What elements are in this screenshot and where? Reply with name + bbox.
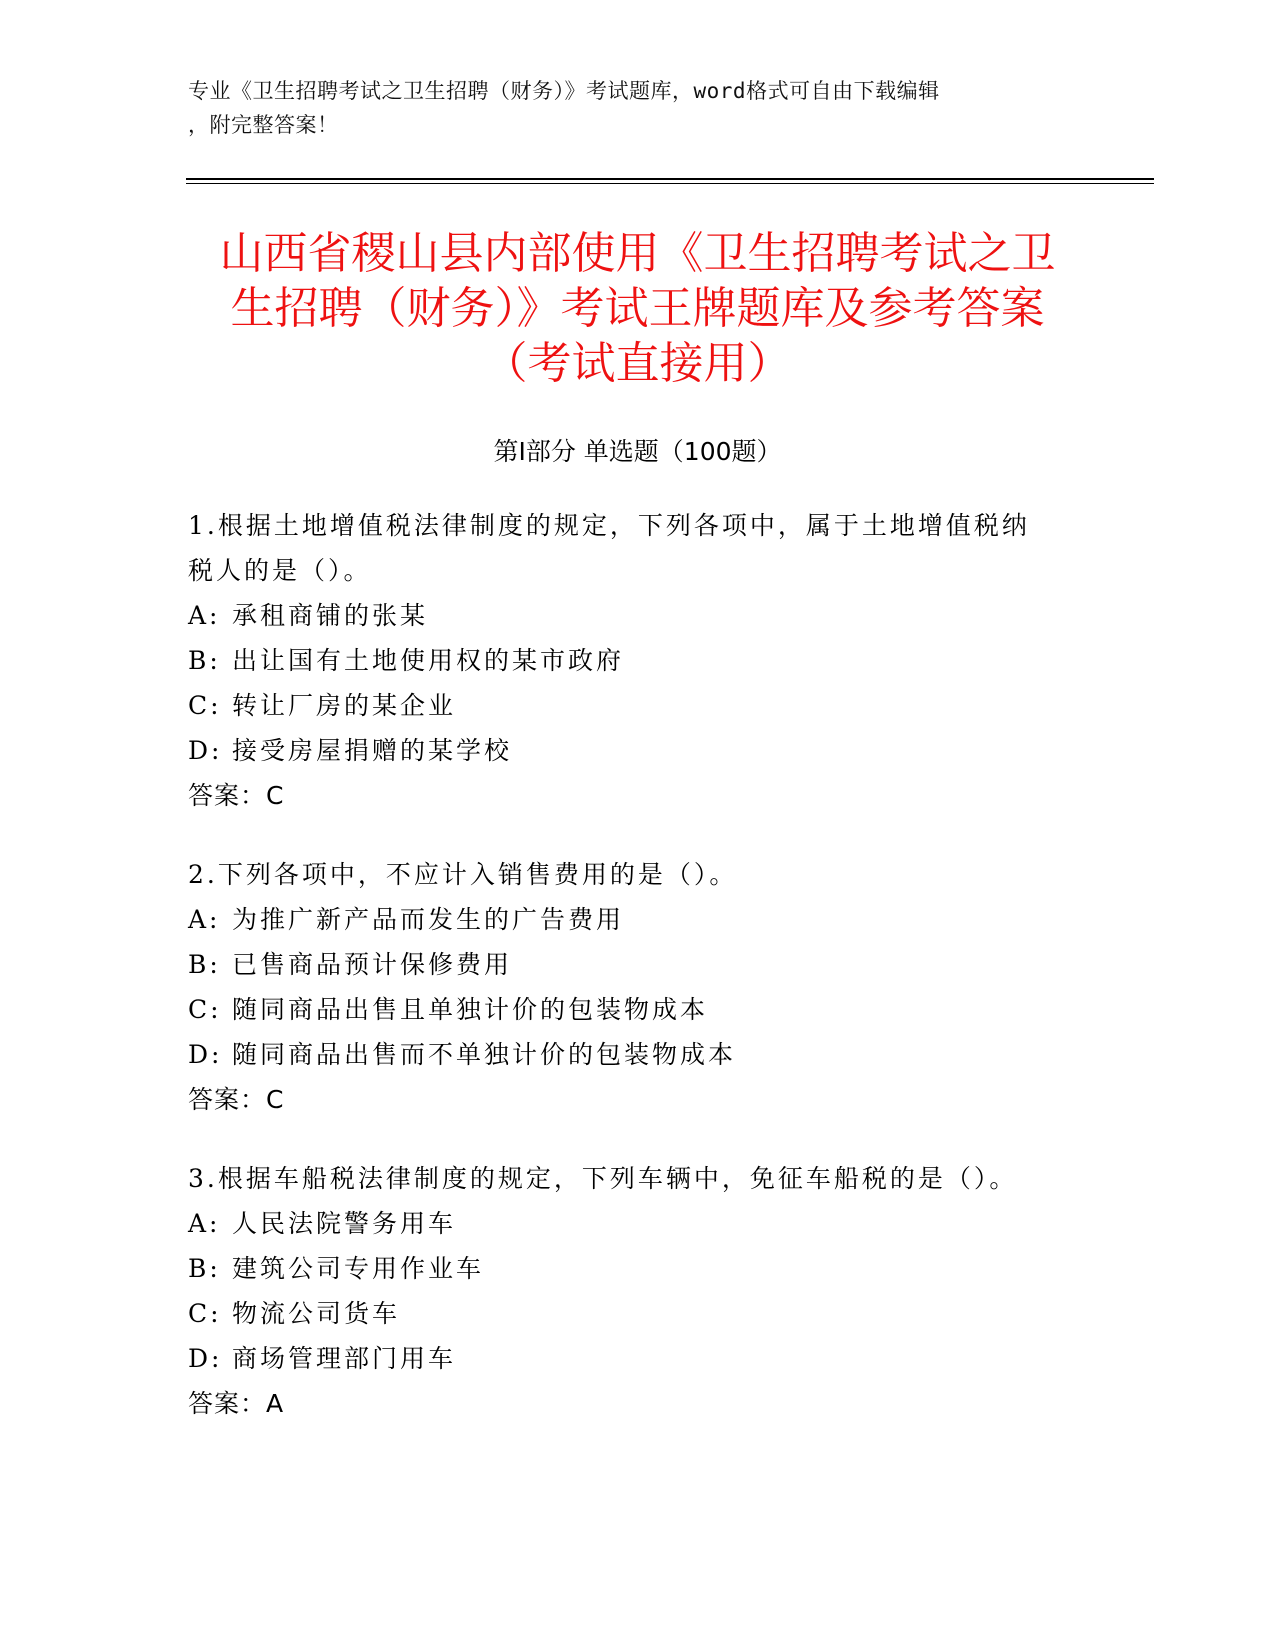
option-text: 接受房屋捐赠的某学校 [232,736,513,765]
question-2 [188,852,1068,1122]
option-b [188,638,1068,683]
document-title [160,226,1115,391]
option-text: 随同商品出售且单独计价的包装物成本 [232,995,709,1024]
question-stem-line-1: 1.根据土地增值税法律制度的规定，下列各项中，属于土地增值税纳 [188,511,1030,540]
document-title-line-3: （考试直接用） [483,338,792,389]
question-3 [188,1156,1068,1426]
option-c [188,987,1068,1032]
question-stem-line-2: 税人的是（）。 [188,556,372,585]
option-key: D: [188,736,223,765]
option-a [188,1201,1068,1246]
option-text: 建筑公司专用作业车 [232,1254,485,1283]
option-d [188,1032,1068,1077]
question-1 [188,503,1068,818]
option-c [188,683,1068,728]
answer-line: 答案：A [188,1389,285,1418]
option-d [188,728,1068,773]
option-text: 物流公司货车 [232,1299,401,1328]
option-text: 商场管理部门用车 [232,1344,457,1373]
option-text: 承租商铺的张某 [232,601,429,630]
option-key: C: [188,691,222,720]
option-key: B: [188,646,221,675]
option-key: B: [188,1254,221,1283]
option-text: 出让国有土地使用权的某市政府 [232,646,625,675]
section-heading: 第Ⅰ部分 单选题（100题） [493,437,782,466]
answer-line: 答案：C [188,781,285,810]
option-key: C: [188,1299,222,1328]
option-key: C: [188,995,222,1024]
document-title-line-2: 生招聘（财务）》考试王牌题库及参考答案 [230,283,1045,334]
option-text: 随同商品出售而不单独计价的包装物成本 [232,1040,737,1069]
option-key: A: [188,1209,221,1238]
option-key: A: [188,905,221,934]
header-note-line-1: 专业《卫生招聘考试之卫生招聘（财务）》考试题库，word格式可自由下载编辑 [188,79,940,103]
question-stem-line-1: 2.下列各项中，不应计入销售费用的是（）。 [188,860,738,889]
option-b [188,1246,1068,1291]
header-rule-thin [186,183,1154,184]
option-text: 转让厂房的某企业 [232,691,457,720]
document-title-line-1: 山西省稷山县内部使用《卫生招聘考试之卫 [219,228,1056,279]
header-note-line-2: ，附完整答案！ [188,113,339,137]
question-stem-line-1: 3.根据车船税法律制度的规定，下列车辆中，免征车船税的是（）。 [188,1164,1018,1193]
option-d [188,1336,1068,1381]
option-text: 已售商品预计保修费用 [232,950,513,979]
option-key: A: [188,601,221,630]
option-key: D: [188,1344,223,1373]
option-b [188,942,1068,987]
header-rule-thick [186,178,1154,180]
option-a [188,593,1068,638]
answer-line: 答案：C [188,1085,285,1114]
option-a [188,897,1068,942]
option-text: 为推广新产品而发生的广告费用 [232,905,625,934]
option-c [188,1291,1068,1336]
option-key: B: [188,950,221,979]
option-key: D: [188,1040,223,1069]
option-text: 人民法院警务用车 [232,1209,457,1238]
header-note [188,74,1068,142]
